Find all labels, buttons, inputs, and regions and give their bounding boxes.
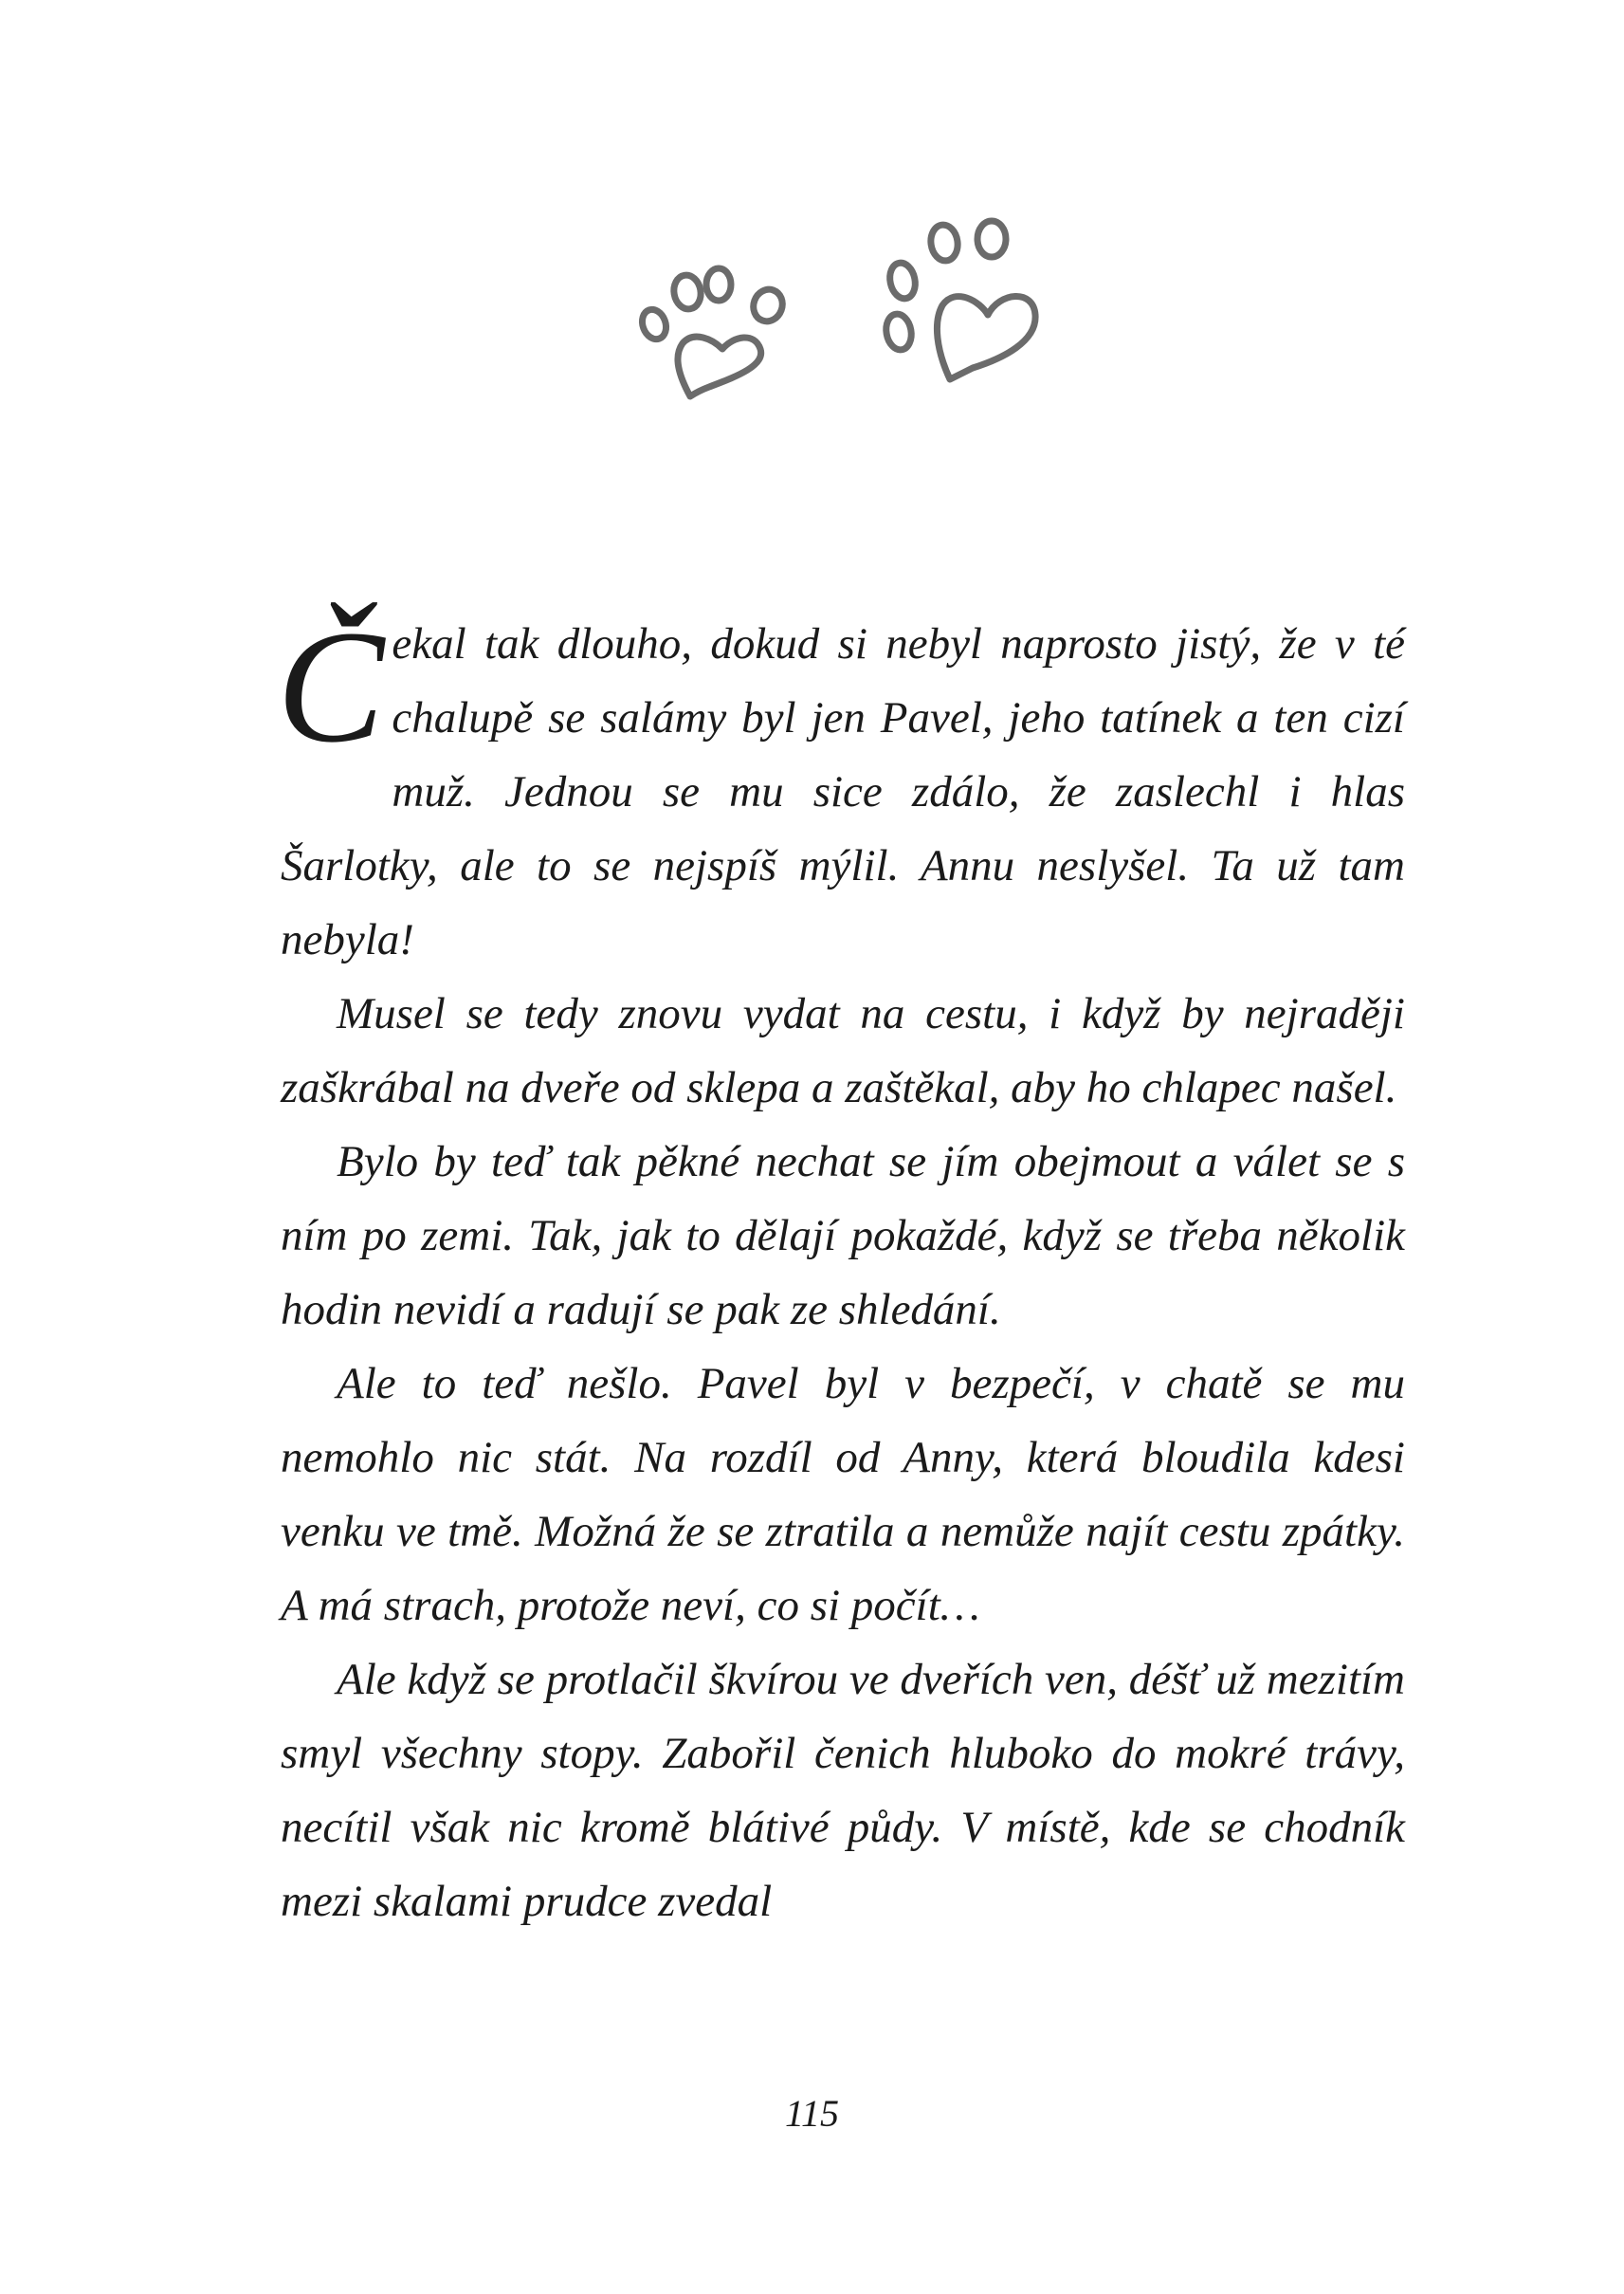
paw-prints-ornament <box>635 218 1052 408</box>
paw-print-icon <box>635 266 792 408</box>
drop-cap: Č <box>277 597 385 776</box>
paragraph <box>277 597 1405 977</box>
paragraph: Ale to teď nešlo. Pavel byl v bezpečí, v chatě se mu nemohlo nic stát. Na rozdíl od Anny, která bloudila kdesi venku ve tmě. Možná že se ztratila a nemůže najít cestu zpátky. A má strach, protože neví, co si počít… <box>281 1359 1405 1630</box>
paragraph: Musel se tedy znovu vydat na cestu, i když by nejraději zaškrábal na dveře od sklepa a zaštěkal, aby ho chlapec našel. <box>281 989 1405 1112</box>
paragraph: Bylo by teď tak pěkné nechat se jím obejmout a válet se s ním po zemi. Tak, jak to dělají pokaždé, když se třeba několik hodin nevidí a radují se pak ze shledání. <box>281 1137 1405 1334</box>
paw-print-icon <box>882 218 1052 389</box>
body-text <box>277 597 1405 1938</box>
paragraph: Ale když se protlačil škvírou ve dveřích ven, déšť už mezitím smyl všechny stopy. Zabořil čenich hluboko do mokré trávy, necítil však nic kromě blátivé půdy. V místě, kde se chodník mezi skalami prudce zvedal <box>281 1655 1405 1926</box>
page-number: 115 <box>784 2092 840 2135</box>
paragraph-text: ekal tak dlouho, dokud si nebyl naprosto jistý, že v té chalupě se salámy byl jen Pavel, jeho tatínek a ten cizí muž. Jednou se mu sice zdálo, že zaslechl i hlas Šarlotky, ale to se nejspíš mýlil. Annu neslyšel. Ta už tam nebyla! <box>281 619 1405 964</box>
